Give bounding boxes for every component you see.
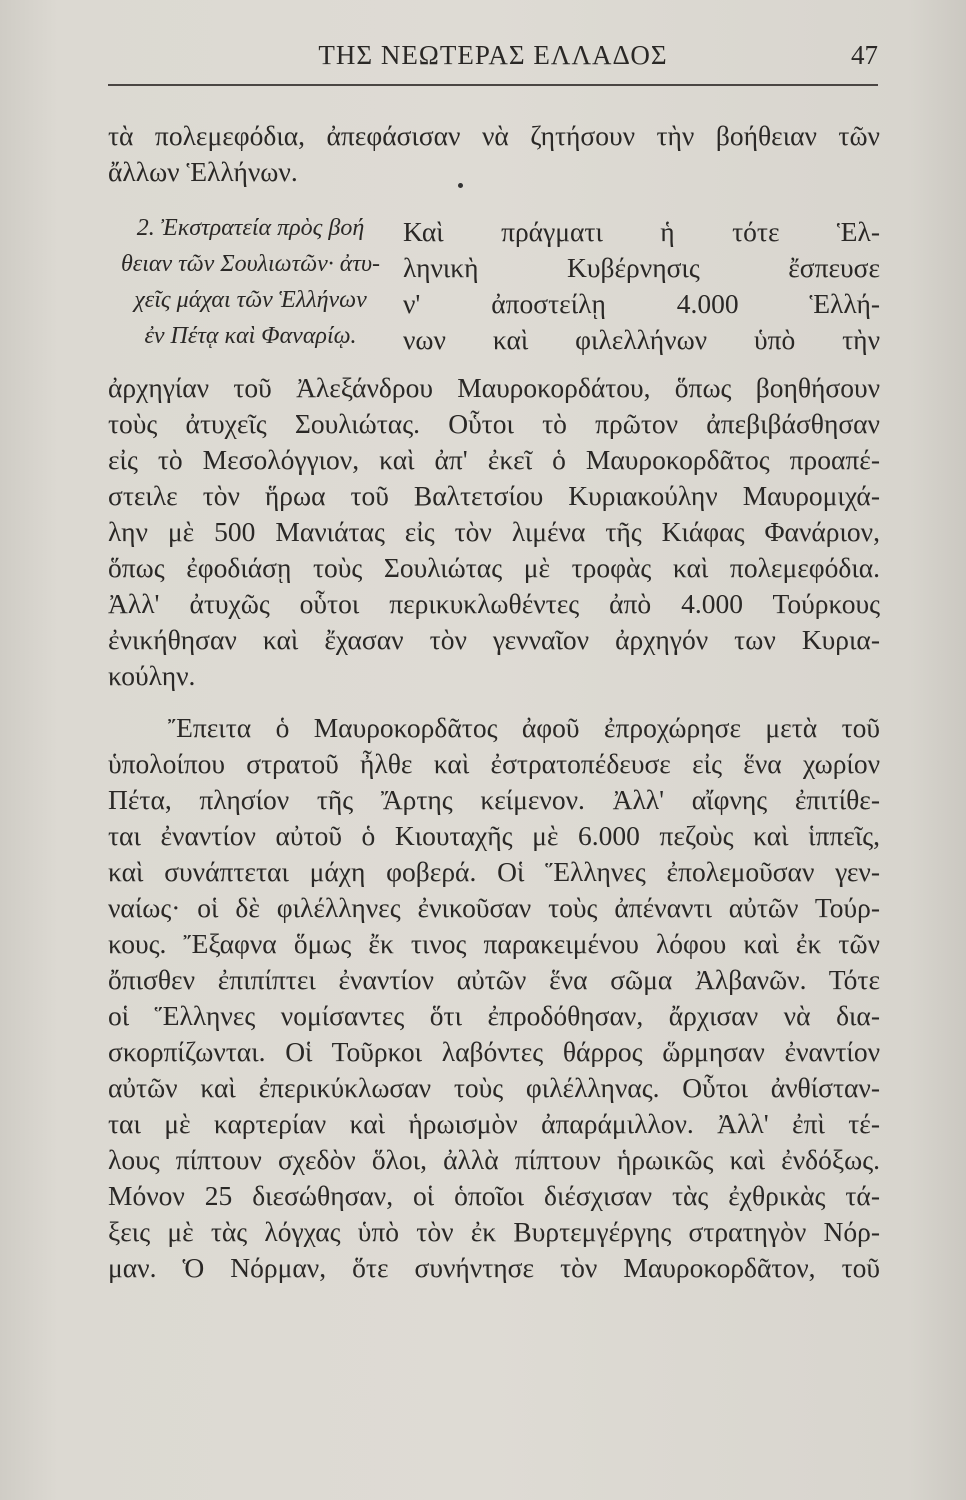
text-line: ναίως· οἱ δὲ φιλέλληνες ἐνικοῦσαν τοὺς ἀπέναντι αὐτῶν Τούρ- [108, 892, 880, 923]
header-rule [108, 84, 878, 86]
text-line: ται ἐναντίον αὐτοῦ ὁ Κιουταχῆς μὲ 6.000 πεζοὺς καὶ ἱππεῖς, [108, 820, 880, 851]
text-line: Πέτα, πλησίον τῆς Ἄρτης κείμενον. Ἀλλ' αἴφνης ἐπιτίθε- [108, 784, 880, 815]
text-line: ἐνικήθησαν καὶ ἔχασαν τὸν γενναῖον ἀρχηγόν των Κυρια- [108, 624, 880, 655]
paragraph-gap [108, 694, 880, 710]
heading-line: χεῖς μάχαι τῶν Ἑλλήνων [134, 287, 367, 313]
text-line: αὐτῶν καὶ ἐπερικύκλωσαν τοὺς φιλέλληνας. Οὗτοι ἀνθίσταν- [108, 1072, 880, 1103]
heading-line: 2. Ἐκστρατεία πρὸς βοή [136, 215, 365, 241]
running-title: ΤΗΣ ΝΕΩΤΕΡΑΣ ΕΛΛΑΔΟΣ [318, 40, 668, 70]
text-line: οἱ Ἕλληνες νομίσαντες ὅτι ἐπροδόθησαν, ἄρχισαν νὰ δια- [108, 1000, 880, 1031]
text-line: Καὶ πράγματι ἡ τότε Ἑλ- [403, 216, 880, 247]
text-line: τὰ πολεμεφόδια, ἀπεφάσισαν νὰ ζητήσουν τὴν βοήθειαν τῶν [108, 120, 880, 151]
page-number: 47 [851, 40, 878, 70]
text-line: μαν. Ὁ Νόρμαν, ὅτε συνήντησε τὸν Μαυροκορδᾶτον, τοῦ [108, 1252, 880, 1283]
text-line: ληνικὴ Κυβέρνησις ἔσπευσε [403, 252, 880, 283]
text-line: ἄλλων Ἑλλήνων. [108, 156, 298, 187]
section-2 [108, 210, 880, 370]
paragraph-2 [108, 710, 880, 1286]
text-line: σκορπίζωνται. Οἱ Τοῦρκοι λαβόντες θάρρος ὥρμησαν ἐναντίον [108, 1036, 880, 1067]
text-line: κούλην. [108, 660, 196, 691]
section-heading [108, 210, 393, 354]
text-line: νων καὶ φιλελλήνων ὑπὸ τὴν [403, 324, 880, 355]
text-line: στειλε τὸν ἥρωα τοῦ Βαλτετσίου Κυριακούλην Μαυρομιχά- [108, 480, 880, 511]
heading-line: ἐν Πέτᾳ καὶ Φαναρίῳ. [144, 323, 357, 349]
text-line: εἰς τὸ Μεσολόγγιον, καὶ ἀπ' ἐκεῖ ὁ Μαυροκορδᾶτος προαπέ- [108, 444, 880, 475]
text-line: τοὺς ἀτυχεῖς Σουλιώτας. Οὗτοι τὸ πρῶτον ἀπεβιβάσθησαν [108, 408, 880, 439]
running-head [108, 40, 878, 80]
section-side-text [403, 214, 880, 358]
intro-paragraph [108, 118, 880, 190]
text-line: ν' ἀποστείλῃ 4.000 Ἑλλή- [403, 288, 880, 319]
paragraph-1 [108, 370, 880, 694]
text-line: κους. Ἔξαφνα ὅμως ἔκ τινος παρακειμένου λόφου καὶ ἐκ τῶν [108, 928, 880, 959]
text-line: Ἔπειτα ὁ Μαυροκορδᾶτος ἀφοῦ ἐπροχώρησε μετὰ τοῦ [168, 712, 880, 743]
text-line: ὅπως ἐφοδιάσῃ τοὺς Σουλιώτας μὲ τροφὰς καὶ πολεμεφόδια. [108, 552, 880, 583]
text-line: ὄπισθεν ἐπιπίπτει ἐναντίον αὐτῶν ἕνα σῶμα Ἀλβανῶν. Τότε [108, 964, 880, 995]
text-line: ξεις μὲ τὰς λόγχας ὑπὸ τὸν ἐκ Βυρτεμγέργης στρατηγὸν Νόρ- [108, 1216, 880, 1247]
text-line: ὑπολοίπου στρατοῦ ἦλθε καὶ ἐστρατοπέδευσε εἰς ἕνα χωρίον [108, 748, 880, 779]
text-line: ται μὲ καρτερίαν καὶ ἡρωισμὸν ἀπαράμιλλον. Ἀλλ' ἐπὶ τέ- [108, 1108, 880, 1139]
text-line: λην μὲ 500 Μανιάτας εἰς τὸν λιμένα τῆς Κιάφας Φανάριον, [108, 516, 880, 547]
text-line: λους πίπτουν σχεδὸν ὅλοι, ἀλλὰ πίπτουν ἡρωικῶς καὶ ἐνδόξως. [108, 1144, 880, 1175]
text-line: ἀρχηγίαν τοῦ Ἀλεξάνδρου Μαυροκορδάτου, ὅπως βοηθήσουν [108, 372, 880, 403]
text-block [108, 118, 880, 1286]
text-line: Μόνον 25 διεσώθησαν, οἱ ὁποῖοι διέσχισαν τὰς ἐχθρικὰς τά- [108, 1180, 880, 1211]
text-line: καὶ συνάπτεται μάχη φοβερά. Οἱ Ἕλληνες ἐπολεμοῦσαν γεν- [108, 856, 880, 887]
heading-line: θειαν τῶν Σουλιωτῶν· ἀτυ- [120, 251, 381, 277]
text-line: Ἀλλ' ἀτυχῶς οὗτοι περικυκλωθέντες ἀπὸ 4.000 Τούρκους [108, 588, 880, 619]
